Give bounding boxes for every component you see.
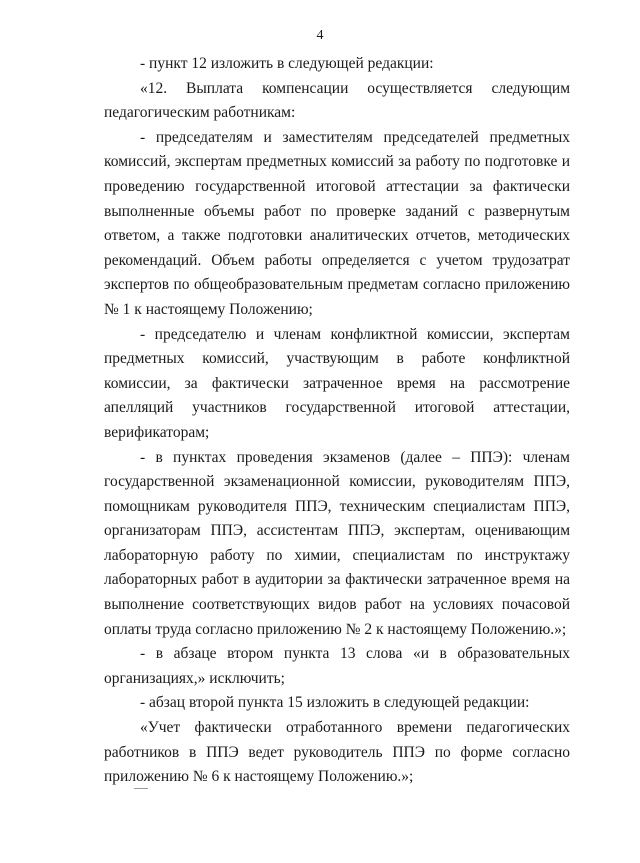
paragraph-amend-item-12: - пункт 12 изложить в следующей редакции:: [140, 55, 434, 72]
paragraph-conflict-commission: - председателю и членам конфликтной комиссии, экспертам предметных комиссий, участвующим в работе конфликтной комиссии, за фактически затраченное время на рассмотрение апелляций участников государственной итоговой аттестации, верификаторам;: [104, 325, 570, 441]
scan-mark: [134, 788, 148, 789]
page-number: 4: [316, 28, 324, 43]
paragraph-exam-points: - в пунктах проведения экзаменов (далее – ППЭ): членам государственной экзаменационной комиссии, руководителям ППЭ, помощникам руководителя ППЭ, техническим специалистам ППЭ, организаторам ППЭ, ассистентам ППЭ, экспертам, оценивающим лабораторную работу по химии, специалистам по инструктажу лабораторных работ в аудитории за фактически затраченное время на выполнение соответствующих видов работ на условиях почасовой оплаты труда согласно приложению № 2 к настоящему Положению.»;: [104, 448, 570, 638]
paragraph-commission-chairs: - председателям и заместителям председателей предметных комиссий, экспертам предметных комиссий за работу по подготовке и проведению государственной итоговой аттестации за фактически выполненные объемы работ по проверке заданий с развернутым ответом, а также подготовки аналитических отчетов, методических рекомендаций. Объем работы определяется с учетом трудозатрат экспертов по общеобразовательным предметам согласно приложению № 1 к настоящему Положению;: [104, 128, 570, 318]
paragraph-item-13: - в абзаце втором пункта 13 слова «и в образовательных организациях,» исключить;: [104, 645, 570, 687]
paragraph-item-12-intro: «12. Выплата компенсации осуществляется следующим педагогическим работникам:: [104, 79, 570, 122]
paragraph-amend-item-15: - абзац второй пункта 15 изложить в следующей редакции:: [140, 694, 530, 712]
document-body: [104, 52, 570, 790]
paragraph-item-15-text: «Учет фактически отработанного времени педагогических работников в ППЭ ведет руководитель ППЭ по форме согласно приложению № 6 к настоящему Положению.»;: [104, 719, 570, 786]
